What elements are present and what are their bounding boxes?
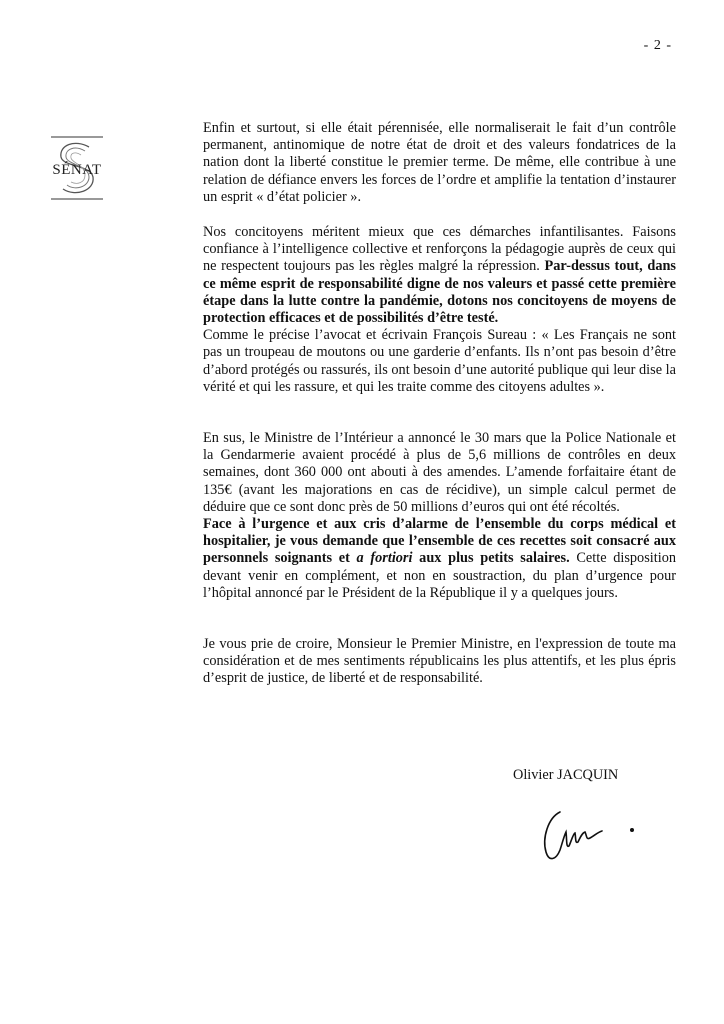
paragraph-1: Enfin et surtout, si elle était pérennisée, elle normaliserait le fait d’un contrôle permanent, antinomique de notre état de droit et des valeurs fondatrices de la nation dont la liberté constitue le premier terme. De même, elle contribue à une relation de défiance envers les forces de l’ordre et amplifie la tentation d’instaurer un esprit « d’état policier ». — [203, 120, 676, 205]
signatory-name: Olivier JACQUIN — [513, 767, 619, 783]
paragraph-2 — [203, 224, 676, 327]
paragraph-5-bold-b: aux plus petits salaires. — [412, 550, 570, 567]
senat-logo-icon — [45, 135, 109, 201]
senat-logo-text: SÉNAT — [52, 162, 102, 178]
page-number: - 2 - — [643, 38, 672, 53]
paragraph-2-bold: Par-dessus tout, dans ce même esprit de responsabilité digne de nos valeurs et passé cette première étape dans la lutte contre la pandémie, dotons nos concitoyens de moyens de protection efficaces et de possibilités d’être testé. — [203, 258, 676, 327]
paragraph-3: Comme le précise l’avocat et écrivain François Sureau : « Les Français ne sont pas un troupeau de moutons ou une garderie d’enfants. Ils n’ont pas besoin d’être d’abord protégés ou rassurés, ils ont besoin d’une autorité publique qui leur dise la vérité et qui les rassure, et qui les traite comme des citoyens adultes ». — [203, 327, 676, 395]
paragraph-4: En sus, le Ministre de l’Intérieur a annoncé le 30 mars que la Police Nationale et la Gendarmerie avaient procédé à plus de 5,6 millions de contrôles en deux semaines, dont 360 000 ont abouti à des amendes. L’amende forfaitaire étant de 135€ (avant les majorations en cas de récidive), un simple calcul permet de déduire que ce sont donc près de 50 millions d’euros qui ont été récoltés. — [203, 430, 676, 515]
letter-body — [203, 120, 676, 688]
handwritten-signature — [538, 800, 648, 870]
paragraph-5-bold-italic: a fortiori — [356, 550, 413, 567]
paragraph-5-text: Cette disposition devant venir en complément, et non en soustraction, du plan d’urgence pour l’hôpital annoncé par le Président de la République il y a quelques jours. — [203, 550, 676, 601]
paragraph-5-bold-a: Face à l’urgence et aux cris d’alarme de l’ensemble du corps médical et hospitalier, je vous demande que l’ensemble de ces recettes soit consacré aux personnels soignants et — [203, 516, 676, 567]
paragraph-2-text: Nos concitoyens méritent mieux que ces démarches infantilisantes. Faisons confiance à l’intelligence collective et renforçons la pédagogie auprès de ceux qui ne respectent toujours pas les règles malgré la répression. — [203, 224, 676, 275]
paragraph-5 — [203, 516, 676, 602]
paragraph-6: Je vous prie de croire, Monsieur le Premier Ministre, en l'expression de toute ma considération et de mes sentiments républicains les plus attentifs, et les plus épris d’esprit de justice, de liberté et de responsabilité. — [203, 636, 676, 687]
